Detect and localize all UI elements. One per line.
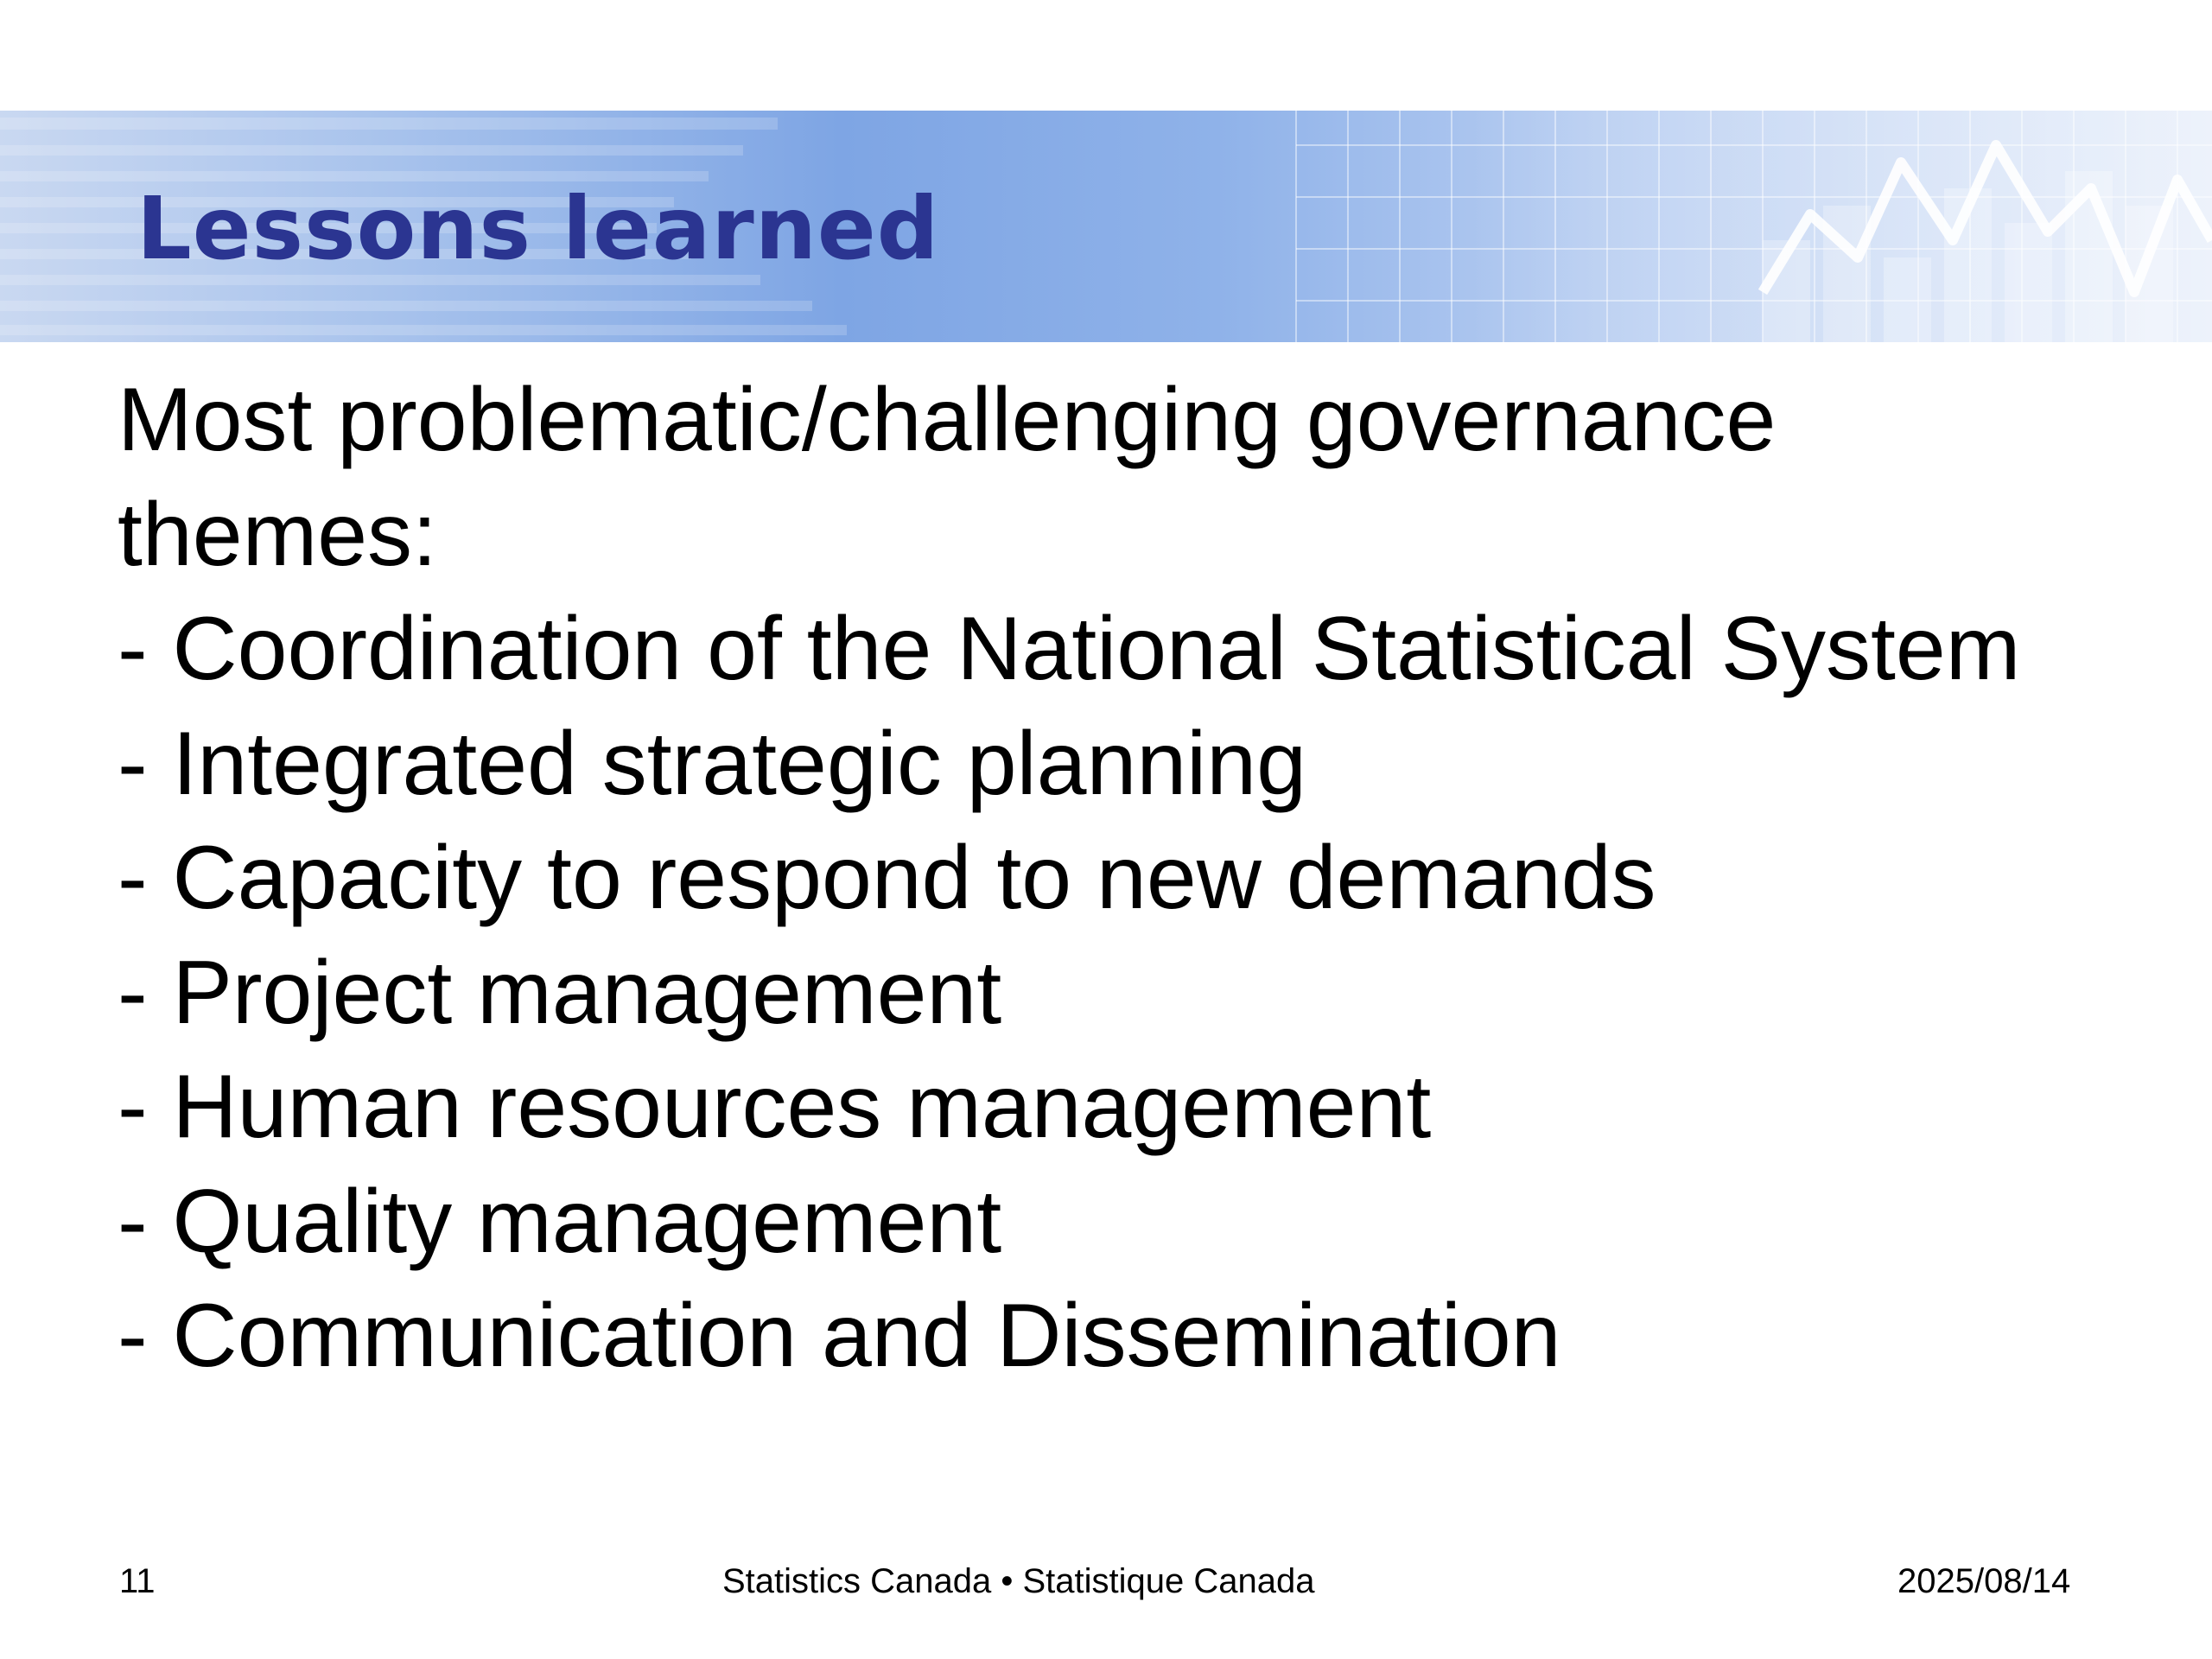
- list-item: - Human resources management: [118, 1057, 1432, 1157]
- footer-organization: Statistics Canada • Statistique Canada: [722, 1562, 1315, 1600]
- slide-title: Lessons learned: [137, 178, 940, 279]
- list-item: - Quality management: [118, 1171, 1002, 1272]
- list-item: - Integrated strategic planning: [118, 713, 1306, 814]
- page-number: 11: [119, 1562, 156, 1600]
- intro-line: Most problematic/challenging governance: [118, 370, 1777, 470]
- footer-date: 2025/08/14: [1897, 1562, 2071, 1600]
- list-item: - Project management: [118, 942, 1002, 1043]
- intro-line: themes:: [118, 484, 437, 585]
- list-item: - Communication and Dissemination: [118, 1286, 1561, 1386]
- list-item: - Coordination of the National Statistical System: [118, 599, 2021, 699]
- slide-body: [118, 363, 2191, 1394]
- list-item: - Capacity to respond to new demands: [118, 828, 1656, 928]
